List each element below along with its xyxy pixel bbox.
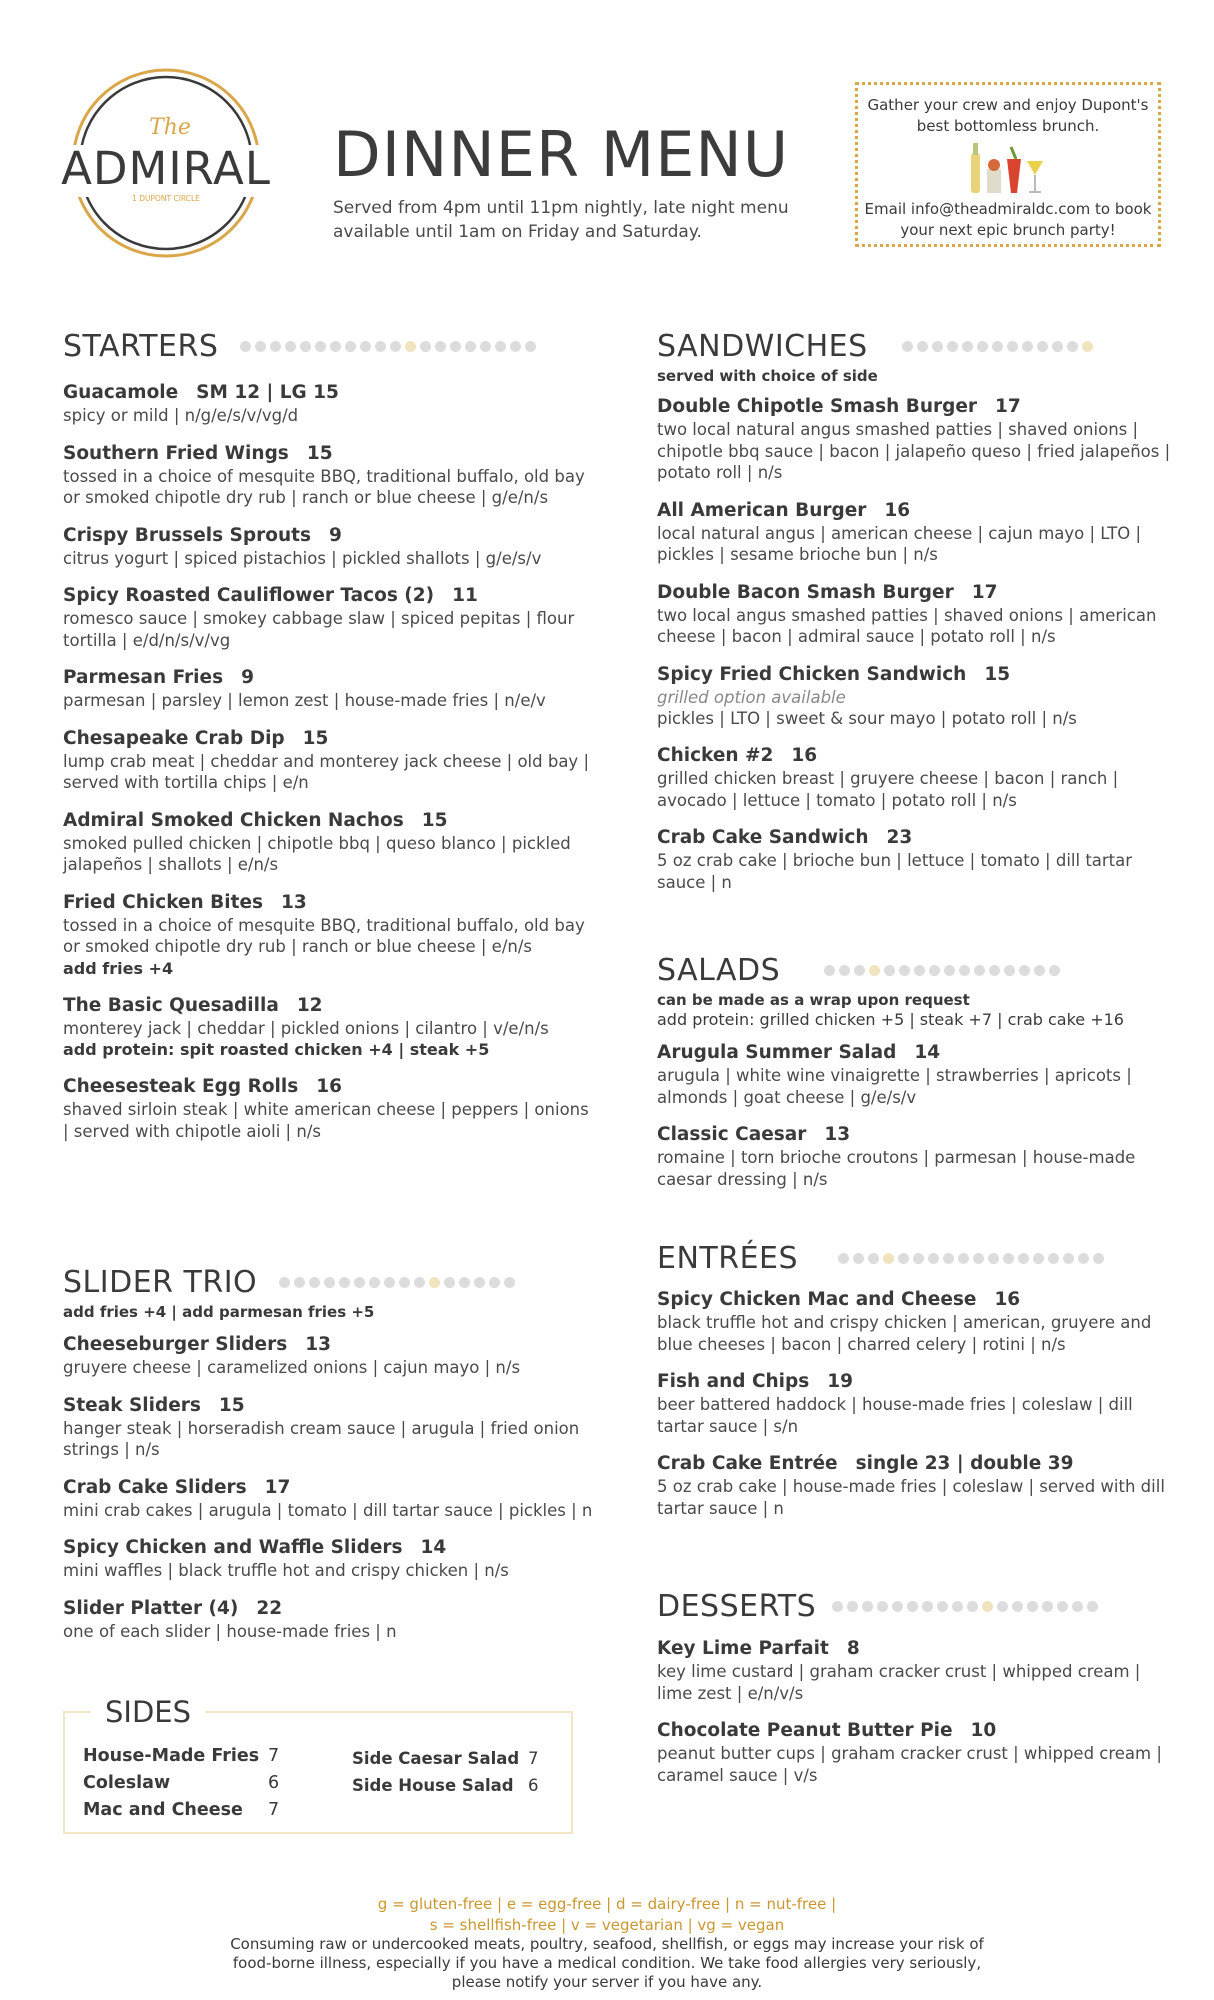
brunch-drinks-icon xyxy=(963,139,1053,195)
item-description: arugula | white wine vinaigrette | strawberries | apricots | almonds | goat cheese | g/e/s/v xyxy=(657,1066,1132,1107)
item-name: Parmesan Fries xyxy=(63,667,224,688)
item-description: peanut butter cups | graham cracker crust | whipped cream | caramel sauce | v/s xyxy=(657,1744,1162,1785)
item-name: Key Lime Parfait xyxy=(657,1638,829,1659)
item-heading xyxy=(63,1476,603,1500)
dot-divider xyxy=(902,341,1093,352)
item-price: 14 xyxy=(914,1042,941,1063)
item-heading xyxy=(657,499,1177,523)
item-description: two local natural angus smashed patties | shaved onions | chipotle bbq sauce | bacon | jalapeño queso | fried jalapeños | potato roll | n/s xyxy=(657,420,1171,482)
dietary-legend xyxy=(0,1894,1214,1936)
item-price: 8 xyxy=(846,1638,860,1659)
side-item: House-Made Fries 7 xyxy=(83,1746,280,1766)
item-heading xyxy=(657,744,1177,768)
item-description: tossed in a choice of mesquite BBQ, traditional buffalo, old bay or smoked chipotle dry rub | ranch or blue cheese | g/e/n/s xyxy=(63,466,585,507)
item-heading xyxy=(657,826,1177,850)
item-price: 10 xyxy=(970,1720,997,1741)
item-heading xyxy=(63,1394,603,1418)
menu-item xyxy=(657,1719,1177,1786)
item-price: 17 xyxy=(971,581,998,603)
item-option-note: grilled option available xyxy=(657,687,846,707)
item-description: beer battered haddock | house-made fries | coleslaw | dill tartar sauce | s/n xyxy=(657,1395,1133,1436)
item-name: Spicy Fried Chicken Sandwich xyxy=(657,663,967,685)
item-name: Crab Cake Sliders xyxy=(63,1476,247,1498)
item-description: grilled chicken breast | gruyere cheese | bacon | ranch | avocado | lettuce | tomato | potato roll | n/s xyxy=(657,769,1119,810)
sandwiches-list xyxy=(657,395,1177,893)
menu-item xyxy=(63,809,593,876)
item-name: Chesapeake Crab Dip xyxy=(63,727,285,749)
menu-item xyxy=(63,666,593,712)
item-addon: add protein: spit roasted chicken +4 | steak +5 xyxy=(63,1040,490,1059)
item-name: Fish and Chips xyxy=(657,1371,810,1392)
entrees-list xyxy=(657,1288,1177,1519)
item-name: Fried Chicken Bites xyxy=(63,891,264,913)
item-description: gruyere cheese | caramelized onions | cajun mayo | n/s xyxy=(63,1358,521,1377)
item-description: key lime custard | graham cracker crust | whipped cream | lime zest | e/n/v/s xyxy=(657,1662,1141,1703)
item-description: parmesan | parsley | lemon zest | house-made fries | n/e/v xyxy=(63,691,546,710)
item-name: Cheesesteak Egg Rolls xyxy=(63,1076,299,1097)
item-description: shaved sirloin steak | white american cheese | peppers | onions | served with chipotle aioli | n/s xyxy=(63,1100,589,1141)
item-name: Classic Caesar xyxy=(657,1124,807,1145)
side-item: Coleslaw 6 xyxy=(83,1773,280,1793)
item-name: Steak Sliders xyxy=(63,1394,201,1416)
item-description: tossed in a choice of mesquite BBQ, traditional buffalo, old bay or smoked chipotle dry rub | ranch or blue cheese | e/n/s xyxy=(63,915,585,956)
logo-address: 1 DUPONT CIRCLE xyxy=(132,194,200,203)
menu-item xyxy=(657,581,1177,648)
item-price: 16 xyxy=(316,1076,342,1097)
menu-item xyxy=(657,826,1177,893)
item-name: Chocolate Peanut Butter Pie xyxy=(657,1720,953,1741)
desserts-list xyxy=(657,1637,1177,1786)
item-heading xyxy=(63,727,593,751)
admiral-logo xyxy=(58,63,290,263)
menu-item xyxy=(63,1597,603,1643)
item-price: 13 xyxy=(305,1334,331,1355)
item-price: 15 xyxy=(421,809,448,831)
item-description: smoked pulled chicken | chipotle bbq | queso blanco | pickled jalapeños | shallots | e/n/s xyxy=(63,833,571,874)
item-heading xyxy=(657,1288,1177,1312)
item-name: Spicy Chicken and Waffle Sliders xyxy=(63,1537,403,1558)
sandwiches-title: SANDWICHES xyxy=(657,328,868,364)
item-description: romesco sauce | smokey cabbage slaw | spiced pepitas | flour tortilla | e/d/n/s/v/vg xyxy=(63,609,575,650)
page-title: DINNER MENU xyxy=(333,118,790,191)
item-name: Admiral Smoked Chicken Nachos xyxy=(63,809,404,831)
item-heading xyxy=(657,1370,1177,1394)
side-item: Side Caesar Salad 7 xyxy=(352,1749,539,1768)
item-description: 5 oz crab cake | brioche bun | lettuce | tomato | dill tartar sauce | n xyxy=(657,851,1133,892)
item-description: two local angus smashed patties | shaved onions | american cheese | bacon | admiral sauce | potato roll | n/s xyxy=(657,605,1157,646)
item-price: 23 xyxy=(886,827,913,848)
menu-item xyxy=(63,1536,603,1582)
item-description: romaine | torn brioche croutons | parmesan | house-made caesar dressing | n/s xyxy=(657,1148,1136,1189)
menu-item xyxy=(657,1370,1177,1437)
slider-trio-section xyxy=(63,1262,603,1642)
entrees-title: ENTRÉES xyxy=(657,1240,799,1276)
side-item: Side House Salad 6 xyxy=(352,1776,539,1795)
item-name: Double Bacon Smash Burger xyxy=(657,581,954,603)
item-description: hanger steak | horseradish cream sauce | arugula | fried onion strings | n/s xyxy=(63,1418,580,1459)
item-name: Spicy Chicken Mac and Cheese xyxy=(657,1289,977,1310)
salads-section xyxy=(657,950,1177,1190)
item-price: 16 xyxy=(884,499,911,521)
item-price: 15 xyxy=(218,1394,245,1416)
menu-item xyxy=(657,395,1177,484)
item-price: 15 xyxy=(306,442,333,464)
logo-the: The xyxy=(149,115,191,140)
menu-item xyxy=(657,1452,1177,1519)
item-heading xyxy=(63,666,593,690)
dot-divider xyxy=(824,965,1060,976)
menu-item xyxy=(657,499,1177,566)
item-name: Cheeseburger Sliders xyxy=(63,1334,288,1355)
slider-addons: add fries +4 | add parmesan fries +5 xyxy=(63,1303,375,1321)
item-price: 13 xyxy=(281,891,307,913)
menu-item xyxy=(63,1075,593,1142)
item-price: 9 xyxy=(241,667,254,688)
salads-note: can be made as a wrap upon request xyxy=(657,991,970,1009)
item-price: SM 12 | LG 15 xyxy=(196,382,339,403)
salads-list xyxy=(657,1041,1177,1190)
dot-divider xyxy=(832,1601,1098,1612)
menu-item xyxy=(63,1394,603,1461)
item-price: single 23 | double 39 xyxy=(855,1453,1074,1474)
item-heading xyxy=(63,1075,593,1099)
item-heading xyxy=(63,994,593,1018)
menu-item xyxy=(657,1123,1177,1190)
legend-line-1: g = gluten-free | e = egg-free | d = dairy-free | n = nut-free | xyxy=(377,1895,837,1913)
item-name: The Basic Quesadilla xyxy=(63,994,279,1016)
desserts-title: DESSERTS xyxy=(657,1588,817,1624)
menu-item xyxy=(657,744,1177,811)
dot-divider xyxy=(240,341,536,352)
menu-item xyxy=(63,891,593,979)
sides-left-column xyxy=(83,1743,279,1824)
item-heading xyxy=(657,1637,1177,1661)
item-heading xyxy=(657,663,1177,687)
item-price: 13 xyxy=(824,1124,851,1145)
item-description: pickles | LTO | sweet & sour mayo | potato roll | n/s xyxy=(657,708,1077,728)
item-name: Arugula Summer Salad xyxy=(657,1042,897,1063)
item-price: 11 xyxy=(452,585,478,606)
slider-trio-title: SLIDER TRIO xyxy=(63,1264,258,1300)
item-name: All American Burger xyxy=(657,499,867,521)
sandwiches-section xyxy=(657,326,1177,893)
item-name: Southern Fried Wings xyxy=(63,442,289,464)
menu-item xyxy=(63,994,593,1061)
item-name: Crab Cake Sandwich xyxy=(657,827,869,848)
item-name: Chicken #2 xyxy=(657,745,774,766)
item-heading xyxy=(63,381,593,405)
item-heading xyxy=(657,1123,1177,1147)
menu-item xyxy=(63,584,593,651)
item-price: 16 xyxy=(994,1289,1021,1310)
item-price: 9 xyxy=(328,524,342,546)
item-price: 12 xyxy=(296,994,323,1016)
item-description: lump crab meat | cheddar and monterey jack cheese | old bay | served with tortilla chips | e/n xyxy=(63,751,590,792)
menu-item xyxy=(63,524,593,570)
promo-text-2: Email info@theadmiraldc.com to book your next epic brunch party! xyxy=(864,200,1152,239)
menu-item xyxy=(63,381,593,427)
desserts-section xyxy=(657,1586,1177,1786)
item-price: 15 xyxy=(984,663,1011,685)
starters-title: STARTERS xyxy=(63,328,219,364)
item-heading xyxy=(63,584,593,608)
entrees-section xyxy=(657,1238,1177,1519)
sliders-list xyxy=(63,1333,603,1642)
item-heading xyxy=(657,1719,1177,1743)
sandwiches-note: served with choice of side xyxy=(657,367,878,385)
logo-name: ADMIRAL xyxy=(61,142,271,195)
food-safety-disclaimer xyxy=(0,1935,1214,1992)
service-hours: Served from 4pm until 11pm nightly, late night menu available until 1am on Friday and Saturday. xyxy=(333,198,789,242)
item-name: Guacamole xyxy=(63,382,179,403)
item-description: spicy or mild | n/g/e/s/v/vg/d xyxy=(63,406,299,425)
item-heading xyxy=(63,809,593,833)
item-name: Crab Cake Entrée xyxy=(657,1453,838,1474)
legend-line-2: s = shellfish-free | v = vegetarian | vg = vegan xyxy=(429,1916,785,1934)
item-description: mini waffles | black truffle hot and crispy chicken | n/s xyxy=(63,1561,509,1580)
sides-right-column xyxy=(352,1745,539,1799)
menu-item xyxy=(657,1288,1177,1355)
item-price: 17 xyxy=(995,396,1021,417)
item-price: 14 xyxy=(420,1537,447,1558)
item-name: Crispy Brussels Sprouts xyxy=(63,524,311,546)
item-heading xyxy=(63,1536,603,1560)
item-price: 22 xyxy=(256,1597,283,1619)
item-description: 5 oz crab cake | house-made fries | coleslaw | served with dill tartar sauce | n xyxy=(657,1477,1165,1518)
menu-item xyxy=(63,442,593,509)
item-heading xyxy=(63,891,593,915)
dot-divider xyxy=(279,1277,515,1288)
item-heading xyxy=(63,524,593,548)
item-heading xyxy=(63,442,593,466)
dot-divider xyxy=(838,1253,1104,1264)
menu-item xyxy=(657,663,1177,730)
item-price: 17 xyxy=(264,1476,291,1498)
item-price: 19 xyxy=(827,1371,854,1392)
brunch-promo-box xyxy=(855,82,1161,247)
item-heading xyxy=(63,1597,603,1621)
item-description: mini crab cakes | arugula | tomato | dill tartar sauce | pickles | n xyxy=(63,1500,593,1520)
item-heading xyxy=(657,395,1177,419)
menu-item xyxy=(63,727,593,794)
starters-section xyxy=(63,326,593,1142)
salads-protein-addons: add protein: grilled chicken +5 | steak +7 | crab cake +16 xyxy=(657,1010,1124,1029)
menu-item xyxy=(657,1637,1177,1704)
item-addon: add fries +4 xyxy=(63,958,174,978)
item-price: 15 xyxy=(302,727,329,749)
item-description: black truffle hot and crispy chicken | american, gruyere and blue cheeses | bacon | charred celery | rotini | n/s xyxy=(657,1313,1152,1354)
item-description: one of each slider | house-made fries | n xyxy=(63,1621,397,1641)
item-heading xyxy=(657,581,1177,605)
item-description: local natural angus | american cheese | cajun mayo | LTO | pickles | sesame brioche bun | n/s xyxy=(657,523,1142,564)
sides-box xyxy=(63,1695,573,1834)
item-name: Spicy Roasted Cauliflower Tacos (2) xyxy=(63,585,435,606)
item-heading xyxy=(63,1333,603,1357)
item-name: Double Chipotle Smash Burger xyxy=(657,396,978,417)
item-name: Slider Platter (4) xyxy=(63,1597,239,1619)
sides-title: SIDES xyxy=(91,1695,205,1729)
menu-item xyxy=(63,1333,603,1379)
item-description: monterey jack | cheddar | pickled onions | cilantro | v/e/n/s xyxy=(63,1018,549,1038)
side-item: Mac and Cheese 7 xyxy=(83,1800,280,1820)
item-heading xyxy=(657,1041,1177,1065)
disclaimer-text: Consuming raw or undercooked meats, poultry, seafood, shellfish, or eggs may increase your risk of food-borne illness, especially if you have a medical condition. We take food allergies very seriously, please notify your server if you have any. xyxy=(230,1935,984,1991)
salads-title: SALADS xyxy=(657,952,781,988)
item-description: citrus yogurt | spiced pistachios | pickled shallots | g/e/s/v xyxy=(63,548,542,568)
menu-item xyxy=(657,1041,1177,1108)
item-heading xyxy=(657,1452,1177,1476)
starters-list xyxy=(63,381,593,1142)
menu-item xyxy=(63,1476,603,1522)
promo-text-1: Gather your crew and enjoy Dupont's best bottomless brunch. xyxy=(867,96,1149,135)
item-price: 16 xyxy=(791,745,818,766)
